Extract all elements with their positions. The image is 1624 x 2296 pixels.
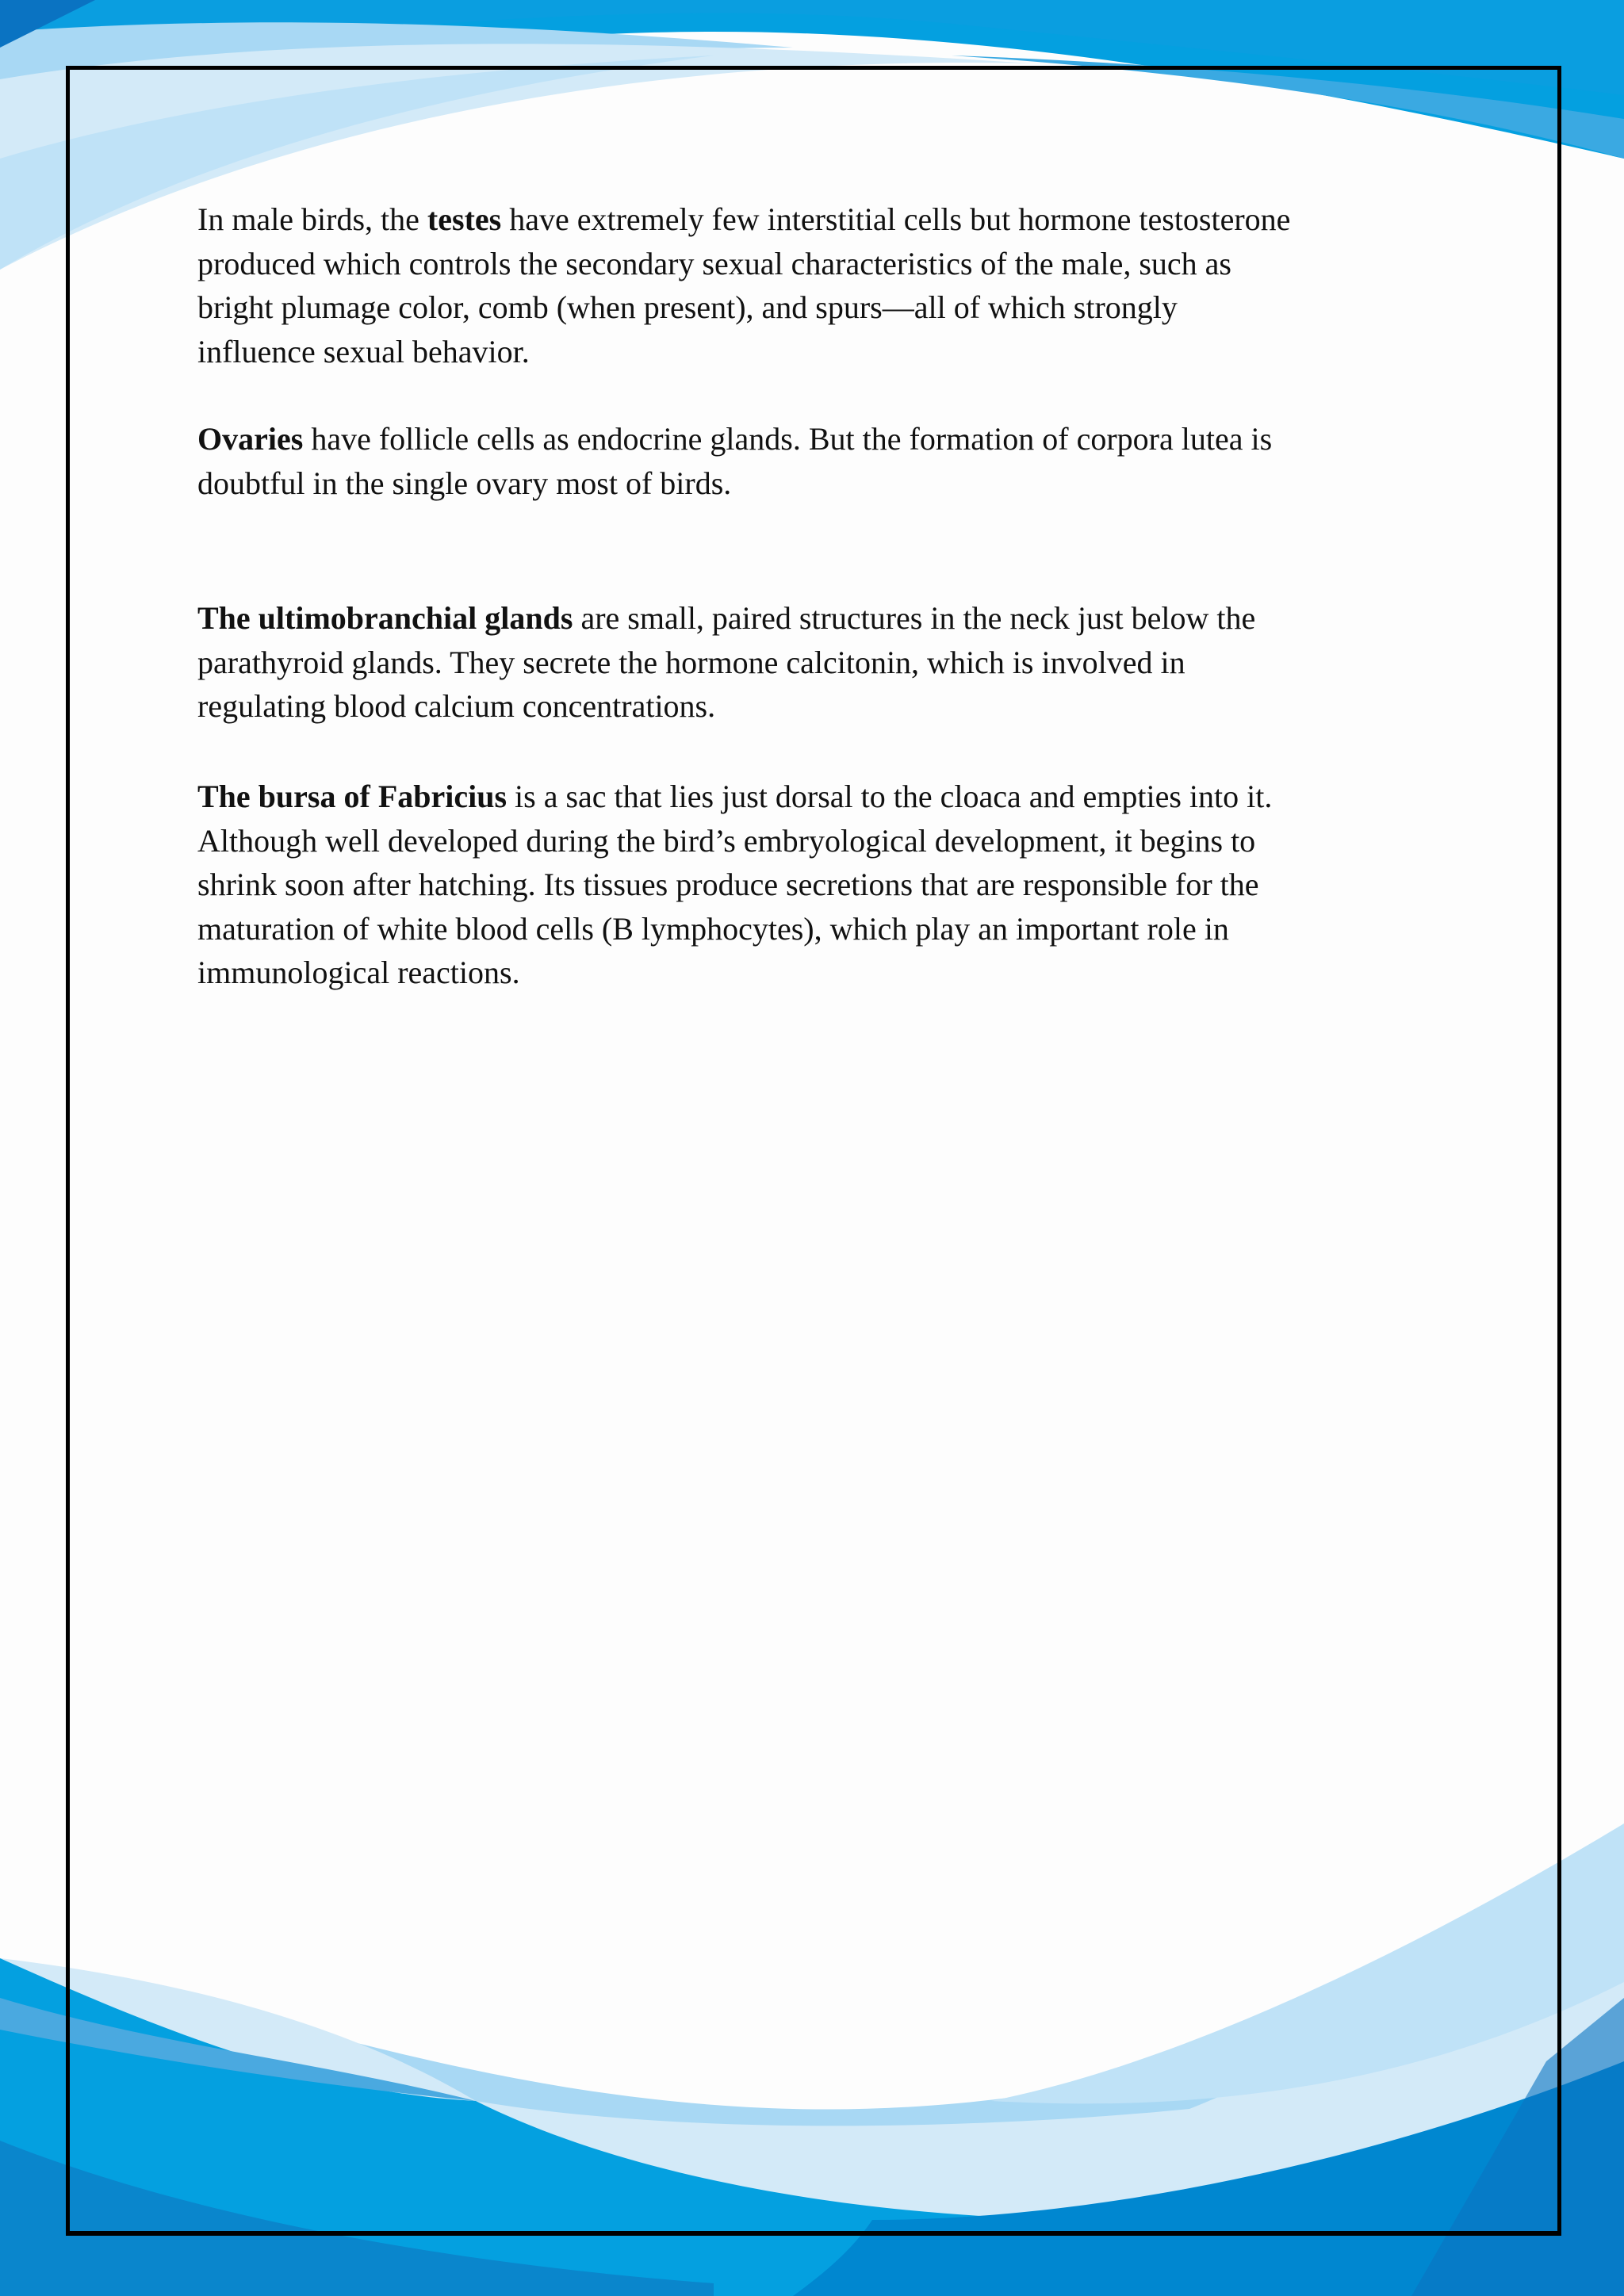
bold-term-ovaries: Ovaries (197, 421, 304, 457)
text-line: parathyroid glands. They secrete the hormone calcitonin, which is involved in (197, 644, 1185, 680)
text-line: bright plumage color, comb (when present), and spurs—all of which strongly (197, 289, 1178, 325)
text-line: doubtful in the single ovary most of birds. (197, 465, 732, 501)
text-line: immunological reactions. (197, 955, 520, 990)
text-line: influence sexual behavior. (197, 333, 530, 369)
text-run: have extremely few interstitial cells but hormone testosterone (501, 201, 1291, 237)
text-line (197, 596, 1255, 641)
text-line: maturation of white blood cells (B lymphocytes), which play an important role in (197, 910, 1229, 947)
text-run: are small, paired structures in the neck just below the (573, 600, 1256, 636)
paragraph-ultimobranchial (197, 596, 1255, 729)
page-border-frame (66, 66, 1561, 2236)
text-line (197, 417, 1272, 461)
text-run: In male birds, the (197, 201, 427, 237)
text-line (197, 775, 1272, 819)
text-run: is a sac that lies just dorsal to the cloaca and empties into it. (507, 779, 1273, 814)
text-run: have follicle cells as endocrine glands. But the formation of corpora lutea is (303, 421, 1273, 457)
bold-term-bursa: The bursa of Fabricius (197, 779, 508, 814)
bold-term-ultimobranchial: The ultimobranchial glands (197, 600, 573, 636)
text-line: shrink soon after hatching. Its tissues produce secretions that are responsible for the (197, 867, 1259, 902)
paragraph-bursa (197, 775, 1272, 995)
text-line: regulating blood calcium concentrations. (197, 688, 716, 724)
paragraph-testes (197, 197, 1290, 373)
text-line: produced which controls the secondary sexual characteristics of the male, such as (197, 245, 1231, 281)
paragraph-ovaries (197, 417, 1272, 505)
text-line (197, 197, 1290, 242)
text-line: Although well developed during the bird’s embryological development, it begins to (197, 822, 1256, 859)
bold-term-testes: testes (427, 201, 502, 237)
